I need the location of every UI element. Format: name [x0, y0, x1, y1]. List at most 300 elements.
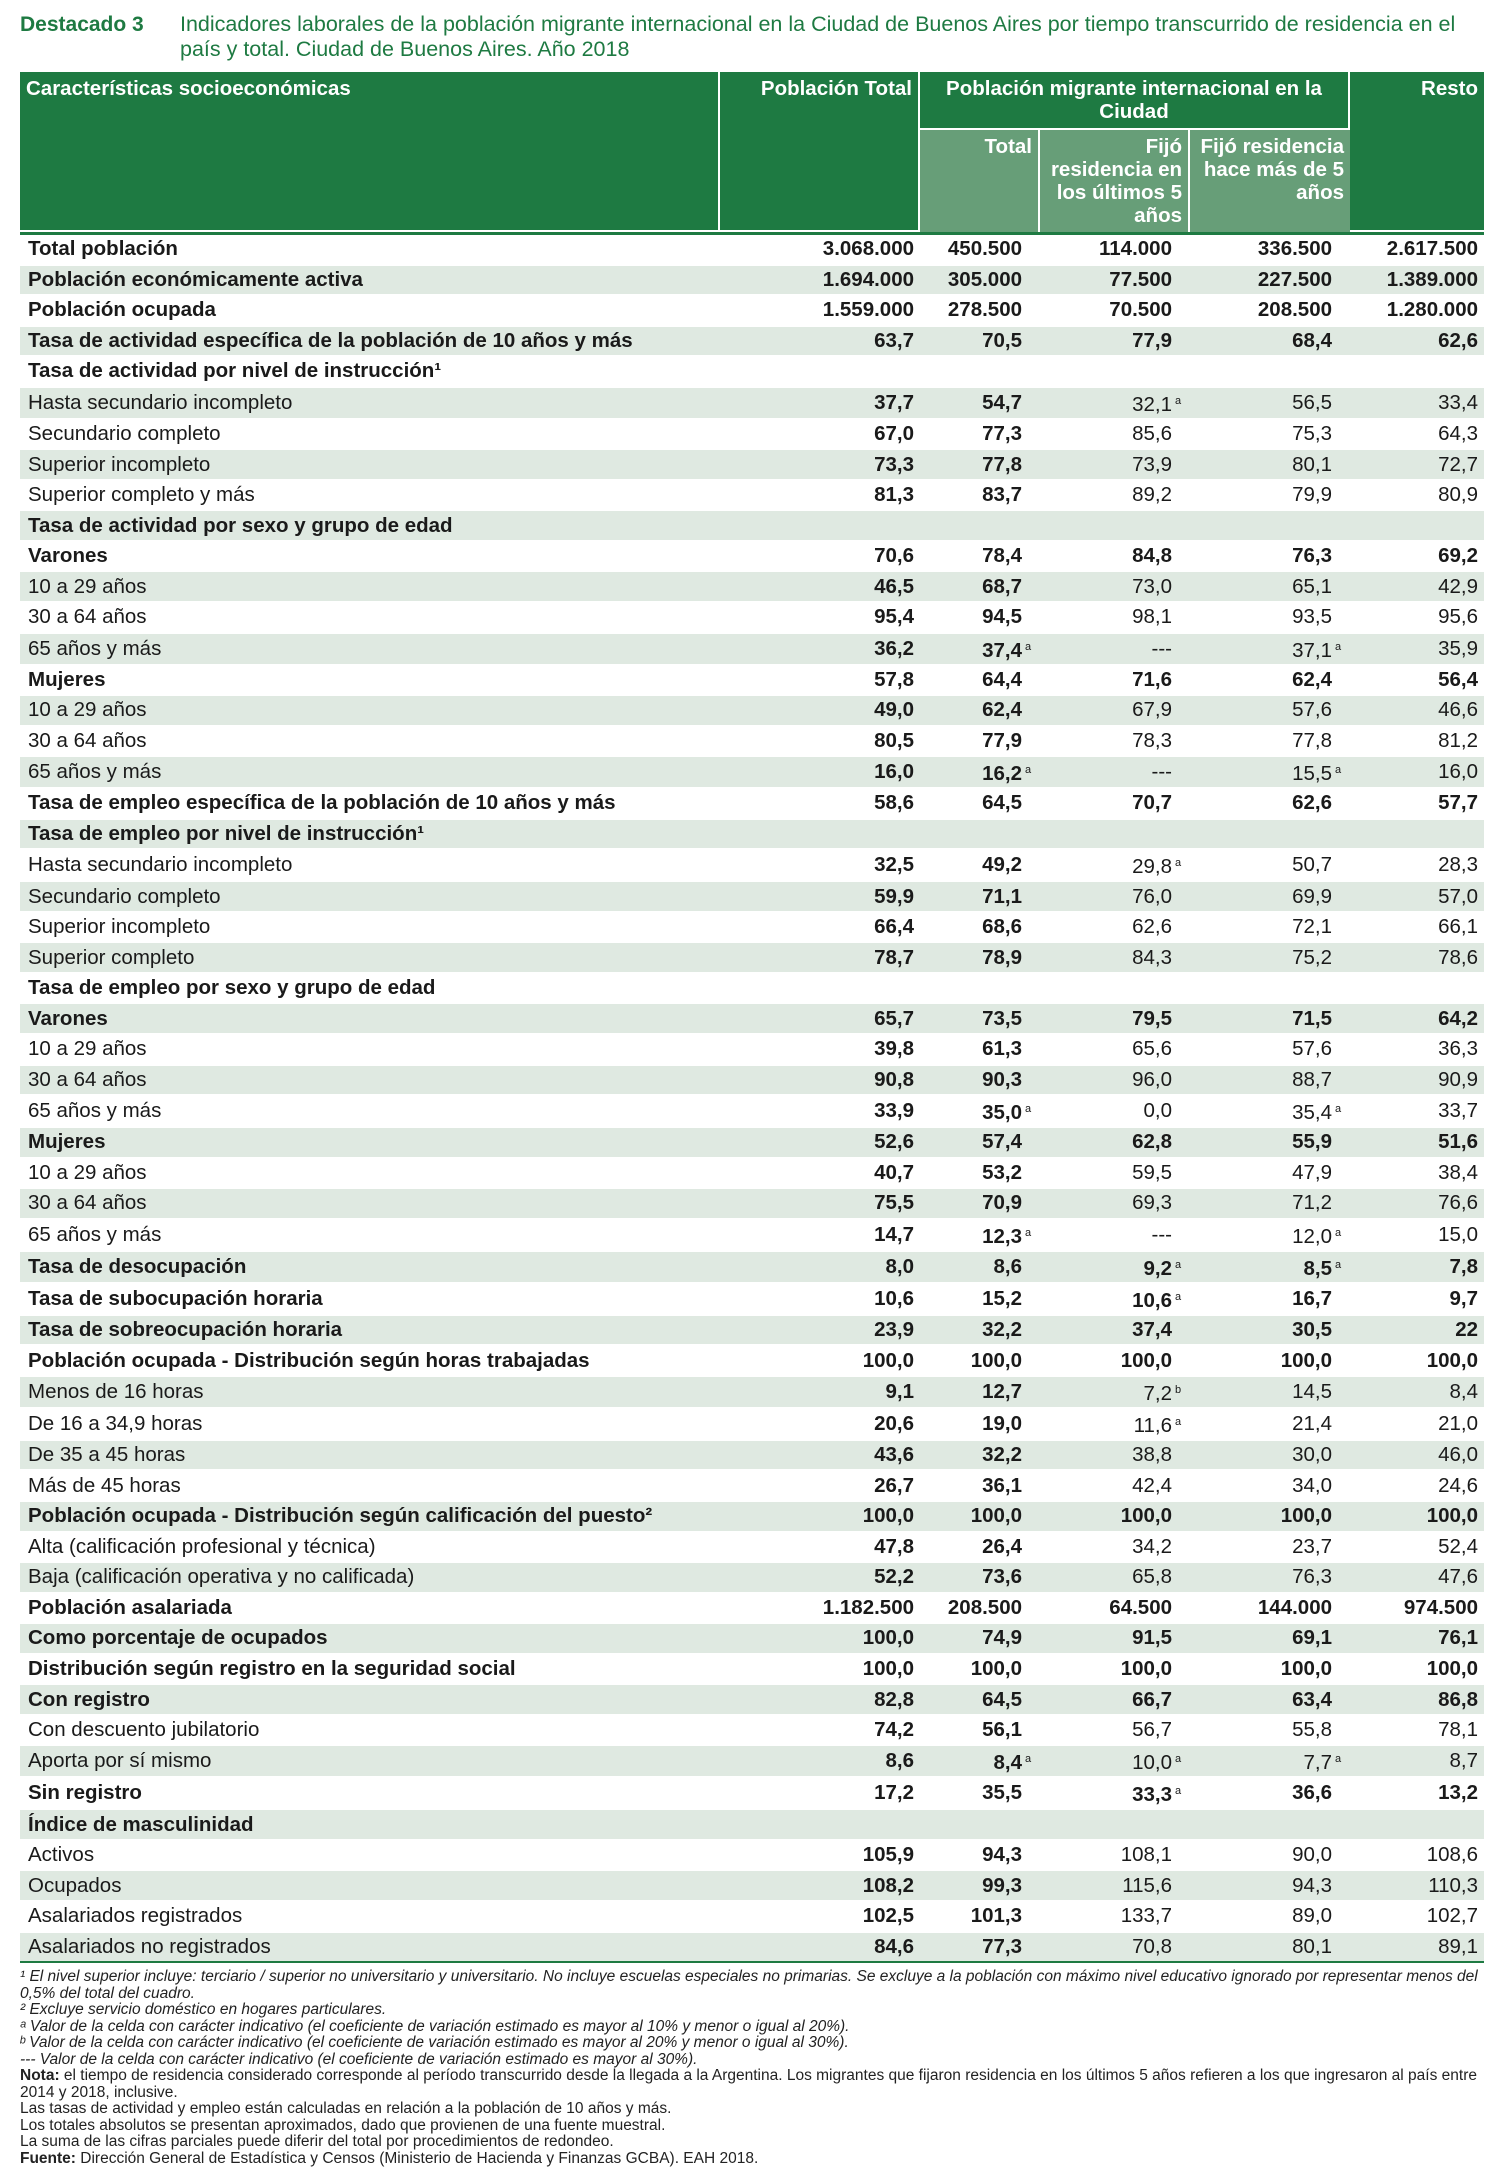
row-value-col1: [720, 1841, 920, 1872]
row-value-col1: [720, 542, 920, 573]
cell-value: 70,5: [982, 328, 1022, 352]
table-row: [20, 481, 1484, 512]
row-value-col2: [920, 1189, 1040, 1220]
row-label: 65 años y más: [20, 1096, 720, 1128]
cell-value: 70,8: [1132, 1934, 1172, 1958]
cell-value: 61,3: [982, 1037, 1022, 1061]
row-value-col4: [1190, 850, 1350, 882]
row-value-col2: [920, 1035, 1040, 1066]
cell-value: 89,0: [1292, 1904, 1332, 1928]
row-label: 10 a 29 años: [20, 1035, 720, 1066]
row-value-col3: [1040, 1502, 1190, 1533]
row-value-col4: [1190, 511, 1350, 542]
row-label: Índice de masculinidad: [20, 1810, 720, 1841]
row-value-col2: [920, 1778, 1040, 1810]
cell-value: 76,3: [1292, 544, 1332, 568]
table-title: Indicadores laborales de la población migrante internacional en la Ciudad de Buenos Aires por tiempo transcurrido de residencia en el país y total. Ciudad de Buenos Aires. Año 2018: [180, 12, 1456, 61]
cell-value: 37,7: [874, 390, 914, 414]
cell-value: 21,4: [1292, 1411, 1332, 1435]
row-value-col3: [1040, 232, 1190, 266]
row-value-col2: [920, 1441, 1040, 1472]
cell-value: 74,2: [874, 1718, 914, 1742]
cell-value: 20,6: [874, 1411, 914, 1435]
cell-value: 98,1: [1132, 605, 1172, 629]
row-value-col4: [1190, 1778, 1350, 1810]
table-row: [20, 542, 1484, 573]
row-value-col5: [1350, 1128, 1484, 1159]
cell-value: 72,1: [1292, 915, 1332, 939]
cell-value: 67,9: [1132, 698, 1172, 722]
row-value-col5: [1350, 1655, 1484, 1686]
row-value-col3: [1040, 666, 1190, 697]
table-row: [20, 266, 1484, 297]
row-value-col1: [720, 757, 920, 789]
cell-value: 12,0: [1292, 1224, 1332, 1248]
cell-value: 95,4: [874, 605, 914, 629]
cell-value: 47,8: [874, 1534, 914, 1558]
row-value-col5: [1350, 820, 1484, 851]
row-value-col1: [720, 1128, 920, 1159]
row-value-col4: [1190, 1346, 1350, 1377]
row-value-col2: [920, 357, 1040, 388]
cell-value: 23,9: [874, 1318, 914, 1342]
row-value-col4: [1190, 1871, 1350, 1902]
note-text: el tiempo de residencia considerado corresponde al período transcurrido desde la llegada a la Argentina. Los migrantes que fijaron residencia en los últimos 5 años refieren a los que ingresaron al país entre 2014 y 2018, inclusive.: [20, 2067, 1477, 2101]
row-value-col2: [920, 542, 1040, 573]
row-value-col2: [920, 1810, 1040, 1841]
cell-value: 86,8: [1438, 1687, 1478, 1711]
cell-value: 450.500: [947, 237, 1022, 261]
row-value-col1: [720, 820, 920, 851]
row-value-col5: [1350, 420, 1484, 451]
row-value-col1: [720, 1533, 920, 1564]
cell-value: 73,5: [982, 1006, 1022, 1030]
row-value-col5: [1350, 1624, 1484, 1655]
row-value-col4: [1190, 1655, 1350, 1686]
cell-value: 70,7: [1132, 791, 1172, 815]
row-value-col2: [920, 388, 1040, 420]
table-row: [20, 696, 1484, 727]
row-value-col2: [920, 1902, 1040, 1933]
row-value-col3: [1040, 1685, 1190, 1716]
table-row: [20, 974, 1484, 1005]
table-row: [20, 1594, 1484, 1625]
row-value-col3: [1040, 1746, 1190, 1778]
row-label: Secundario completo: [20, 882, 720, 913]
cell-value: 55,9: [1292, 1130, 1332, 1154]
cell-value: 52,6: [874, 1130, 914, 1154]
row-value-col4: [1190, 943, 1350, 974]
cell-value: 62,6: [1292, 791, 1332, 815]
cell-value: 38,4: [1438, 1160, 1478, 1184]
row-value-col2: [920, 943, 1040, 974]
row-value-col2: [920, 1159, 1040, 1190]
row-value-col4: [1190, 450, 1350, 481]
cell-value: 76,0: [1132, 884, 1172, 908]
row-value-col1: [720, 327, 920, 358]
row-value-col2: [920, 696, 1040, 727]
cell-value: 3.068.000: [822, 237, 914, 261]
row-value-col4: [1190, 357, 1350, 388]
cell-value: 66,7: [1132, 1687, 1172, 1711]
cell-value: 56,7: [1132, 1718, 1172, 1742]
row-value-col3: [1040, 420, 1190, 451]
row-value-col2: [920, 1502, 1040, 1533]
note-suma: La suma de las cifras parciales puede diferir del total por procedimientos de redondeo.: [20, 2133, 614, 2151]
cell-value: 34,0: [1292, 1473, 1332, 1497]
cell-value: 36,1: [982, 1473, 1022, 1497]
table-row: [20, 1004, 1484, 1035]
cell-value: 9,1: [885, 1379, 914, 1403]
cell-value: 110,3: [1428, 1873, 1478, 1897]
cell-value: 15,0: [1438, 1222, 1478, 1246]
row-label: Varones: [20, 1004, 720, 1035]
cell-value: 65,8: [1132, 1565, 1172, 1589]
row-label: Tasa de empleo por nivel de instrucción¹: [20, 820, 720, 851]
cell-value: 73,0: [1132, 574, 1172, 598]
row-value-col5: [1350, 1871, 1484, 1902]
cell-superscript: a: [1175, 1785, 1182, 1798]
row-value-col4: [1190, 1471, 1350, 1502]
row-value-col5: [1350, 1284, 1484, 1316]
cell-value: 64,5: [982, 1687, 1022, 1711]
row-value-col3: [1040, 1346, 1190, 1377]
cell-superscript: a: [1335, 1226, 1342, 1239]
cell-value: 71,1: [982, 884, 1022, 908]
cell-value: 75,3: [1292, 422, 1332, 445]
row-value-col3: [1040, 727, 1190, 758]
row-value-col4: [1190, 1502, 1350, 1533]
cell-value: 24,6: [1438, 1473, 1478, 1497]
table-row: [20, 1284, 1484, 1316]
title-bar: [20, 12, 1484, 62]
cell-value: ---: [1151, 760, 1172, 784]
row-value-col1: [720, 232, 920, 266]
row-value-col2: [920, 789, 1040, 820]
cell-value: 80,1: [1292, 452, 1332, 476]
header-resto: Resto: [1350, 72, 1484, 232]
cell-value: 73,9: [1132, 452, 1172, 476]
row-value-col3: [1040, 913, 1190, 944]
row-value-col3: [1040, 789, 1190, 820]
row-value-col1: [720, 266, 920, 297]
row-label: Superior completo: [20, 943, 720, 974]
cell-value: 64,4: [982, 667, 1022, 691]
row-value-col5: [1350, 1563, 1484, 1594]
cell-value: 8,0: [885, 1254, 914, 1278]
row-value-col5: [1350, 974, 1484, 1005]
footnotes: [20, 1969, 1484, 2167]
row-value-col1: [720, 634, 920, 666]
row-value-col3: [1040, 1594, 1190, 1625]
row-value-col4: [1190, 1159, 1350, 1190]
row-label: Secundario completo: [20, 420, 720, 451]
cell-value: 8,6: [993, 1254, 1022, 1278]
table-row: [20, 1716, 1484, 1747]
row-value-col1: [720, 1624, 920, 1655]
cell-value: 108,2: [862, 1873, 914, 1897]
row-value-col1: [720, 1933, 920, 1964]
row-value-col2: [920, 420, 1040, 451]
cell-value: 102,5: [862, 1904, 914, 1928]
cell-value: 91,5: [1132, 1626, 1172, 1650]
row-value-col5: [1350, 727, 1484, 758]
cell-superscript: b: [1175, 1383, 1182, 1396]
row-value-col4: [1190, 1035, 1350, 1066]
cell-value: 84,8: [1132, 544, 1172, 568]
cell-value: 90,8: [874, 1067, 914, 1091]
subheader-total: Total: [920, 130, 1040, 232]
note-tasas: Las tasas de actividad y empleo están calculadas en relación a la población de 10 años y más.: [20, 2100, 672, 2118]
row-value-col5: [1350, 1933, 1484, 1964]
table-row: [20, 296, 1484, 327]
cell-value: 84,6: [874, 1934, 914, 1958]
cell-value: 37,4: [982, 638, 1022, 662]
cell-value: 100,0: [862, 1348, 914, 1372]
row-value-col3: [1040, 974, 1190, 1005]
cell-value: 46,0: [1438, 1443, 1478, 1467]
row-value-col1: [720, 1409, 920, 1441]
cell-value: 30,5: [1292, 1318, 1332, 1342]
row-label: Tasa de actividad por nivel de instrucción¹: [20, 357, 720, 388]
row-value-col1: [720, 1871, 920, 1902]
cell-value: 2.617.500: [1386, 237, 1478, 261]
cell-value: 16,0: [874, 760, 914, 784]
cell-value: 32,2: [982, 1443, 1022, 1467]
cell-value: 1.559.000: [822, 298, 914, 322]
cell-value: 108,6: [1426, 1843, 1478, 1867]
cell-value: 57,0: [1438, 884, 1478, 908]
cell-value: 62,8: [1132, 1130, 1172, 1154]
row-value-col4: [1190, 1533, 1350, 1564]
row-label: 30 a 64 años: [20, 1189, 720, 1220]
footnote-2: ² Excluye servicio doméstico en hogares particulares.: [20, 2001, 387, 2019]
row-value-col1: [720, 357, 920, 388]
cell-value: 76,3: [1292, 1565, 1332, 1589]
row-value-col5: [1350, 1685, 1484, 1716]
cell-value: 100,0: [1426, 1504, 1478, 1528]
row-value-col5: [1350, 1716, 1484, 1747]
cell-superscript: a: [1175, 394, 1182, 407]
row-label: 10 a 29 años: [20, 1159, 720, 1190]
cell-value: 17,2: [874, 1781, 914, 1805]
cell-value: 51,6: [1438, 1130, 1478, 1154]
cell-superscript: a: [1025, 640, 1032, 653]
row-label: 65 años y más: [20, 634, 720, 666]
cell-value: 100,0: [1120, 1504, 1172, 1528]
table-row: [20, 1502, 1484, 1533]
row-value-col4: [1190, 1220, 1350, 1252]
row-label: Hasta secundario incompleto: [20, 388, 720, 420]
row-value-col1: [720, 450, 920, 481]
row-value-col1: [720, 666, 920, 697]
row-label: Con descuento jubilatorio: [20, 1716, 720, 1747]
table-row: [20, 1746, 1484, 1778]
row-value-col5: [1350, 266, 1484, 297]
cell-value: 1.694.000: [822, 267, 914, 291]
cell-value: 63,4: [1292, 1687, 1332, 1711]
cell-value: 78,7: [874, 945, 914, 969]
row-value-col2: [920, 511, 1040, 542]
row-value-col3: [1040, 1035, 1190, 1066]
row-label: 65 años y más: [20, 757, 720, 789]
row-label: 30 a 64 años: [20, 603, 720, 634]
row-value-col4: [1190, 789, 1350, 820]
cell-value: 57,6: [1292, 1037, 1332, 1061]
footnote-1: ¹ El nivel superior incluye: terciario / superior no universitario y universitario. No incluye escuelas especiales no primarias. Se excluye a la población con máximo nivel educativo ignorado por representar menos del 0,5% del total del cuadro.: [20, 1968, 1478, 2002]
row-value-col3: [1040, 820, 1190, 851]
table-row: [20, 603, 1484, 634]
cell-superscript: a: [1175, 1258, 1182, 1271]
header-poblacion-total: Población Total: [720, 72, 920, 232]
cell-value: 100,0: [1120, 1656, 1172, 1680]
row-label: 65 años y más: [20, 1220, 720, 1252]
row-value-col4: [1190, 820, 1350, 851]
cell-value: 38,8: [1132, 1443, 1172, 1467]
table-row: [20, 572, 1484, 603]
cell-value: 83,7: [982, 483, 1022, 507]
row-value-col4: [1190, 913, 1350, 944]
cell-value: 79,5: [1132, 1006, 1172, 1030]
cell-value: 42,9: [1438, 574, 1478, 598]
row-label: 30 a 64 años: [20, 727, 720, 758]
row-value-col4: [1190, 882, 1350, 913]
row-value-col2: [920, 296, 1040, 327]
cell-value: 21,0: [1438, 1411, 1478, 1435]
cell-value: 78,9: [982, 945, 1022, 969]
cell-value: 81,3: [874, 483, 914, 507]
row-value-col5: [1350, 696, 1484, 727]
cell-value: 108,1: [1120, 1843, 1172, 1867]
cell-value: 26,7: [874, 1473, 914, 1497]
table-row: [20, 1189, 1484, 1220]
row-label: Sin registro: [20, 1778, 720, 1810]
row-value-col3: [1040, 1624, 1190, 1655]
table-row: [20, 388, 1484, 420]
row-value-col3: [1040, 357, 1190, 388]
cell-value: 57,8: [874, 667, 914, 691]
row-label: Con registro: [20, 1685, 720, 1716]
cell-value: 46,6: [1438, 698, 1478, 722]
cell-value: 85,6: [1132, 422, 1172, 445]
cell-value: 100,0: [1280, 1656, 1332, 1680]
row-value-col5: [1350, 1220, 1484, 1252]
cell-value: 8,5: [1303, 1256, 1332, 1280]
row-value-col4: [1190, 1284, 1350, 1316]
cell-value: 71,6: [1132, 667, 1172, 691]
cell-value: 105,9: [862, 1843, 914, 1867]
table-row: [20, 1778, 1484, 1810]
cell-value: 12,7: [982, 1379, 1022, 1403]
cell-value: 94,3: [982, 1843, 1022, 1867]
cell-value: 14,5: [1292, 1379, 1332, 1403]
table-row: [20, 1159, 1484, 1190]
cell-value: 82,8: [874, 1687, 914, 1711]
cell-value: 90,0: [1292, 1843, 1332, 1867]
row-value-col3: [1040, 882, 1190, 913]
row-value-col3: [1040, 1871, 1190, 1902]
row-value-col1: [720, 388, 920, 420]
row-value-col1: [720, 1441, 920, 1472]
row-value-col2: [920, 850, 1040, 882]
cell-value: 47,9: [1292, 1160, 1332, 1184]
row-value-col3: [1040, 1189, 1190, 1220]
cell-value: 74,9: [982, 1626, 1022, 1650]
cell-value: 33,3: [1132, 1783, 1172, 1807]
row-label: Ocupados: [20, 1871, 720, 1902]
row-value-col1: [720, 1316, 920, 1347]
row-value-col4: [1190, 757, 1350, 789]
cell-value: 57,7: [1438, 791, 1478, 815]
table-row: [20, 666, 1484, 697]
row-value-col2: [920, 1346, 1040, 1377]
cell-value: 43,6: [874, 1443, 914, 1467]
row-value-col4: [1190, 1746, 1350, 1778]
row-value-col3: [1040, 603, 1190, 634]
row-value-col5: [1350, 1746, 1484, 1778]
cell-value: 90,9: [1438, 1067, 1478, 1091]
row-value-col4: [1190, 666, 1350, 697]
subheader-ultimos-5-anos: Fijó residencia en los últimos 5 años: [1040, 130, 1190, 232]
row-label: 10 a 29 años: [20, 696, 720, 727]
row-value-col1: [720, 882, 920, 913]
cell-value: 7,2: [1143, 1381, 1172, 1405]
table-row: [20, 820, 1484, 851]
row-value-col2: [920, 266, 1040, 297]
row-label: 30 a 64 años: [20, 1066, 720, 1097]
row-value-col2: [920, 1624, 1040, 1655]
cell-value: 10,6: [874, 1286, 914, 1310]
row-value-col5: [1350, 1810, 1484, 1841]
cell-value: 68,7: [982, 574, 1022, 598]
row-value-col3: [1040, 1471, 1190, 1502]
cell-value: 77,9: [1132, 328, 1172, 352]
row-value-col3: [1040, 327, 1190, 358]
row-value-col4: [1190, 1316, 1350, 1347]
footnote-a: ᵃ Valor de la celda con carácter indicativo (el coeficiente de variación estimado es mayor al 10% y menor o igual al 20%).: [20, 2017, 850, 2035]
table-row: [20, 1533, 1484, 1564]
row-value-col1: [720, 1220, 920, 1252]
cell-value: 30,0: [1292, 1443, 1332, 1467]
row-value-col2: [920, 666, 1040, 697]
row-label: Total población: [20, 232, 720, 266]
cell-value: 67,0: [874, 422, 914, 445]
cell-value: 208.500: [947, 1595, 1022, 1619]
cell-value: 64,2: [1438, 1006, 1478, 1030]
row-value-col1: [720, 943, 920, 974]
row-value-col4: [1190, 1377, 1350, 1409]
row-value-col1: [720, 603, 920, 634]
cell-value: 100,0: [970, 1348, 1022, 1372]
row-value-col1: [720, 1252, 920, 1284]
row-value-col3: [1040, 943, 1190, 974]
cell-value: 32,1: [1132, 392, 1172, 416]
row-value-col5: [1350, 1004, 1484, 1035]
row-value-col3: [1040, 1128, 1190, 1159]
row-value-col4: [1190, 1409, 1350, 1441]
cell-value: 56,5: [1292, 390, 1332, 414]
cell-value: 11,6: [1133, 1413, 1172, 1437]
row-value-col5: [1350, 1096, 1484, 1128]
row-value-col1: [720, 1066, 920, 1097]
row-value-col4: [1190, 727, 1350, 758]
cell-value: 7,7: [1303, 1751, 1332, 1775]
row-value-col2: [920, 603, 1040, 634]
cell-value: 42,4: [1132, 1473, 1172, 1497]
cell-value: 80,1: [1292, 1934, 1332, 1958]
row-label: Asalariados registrados: [20, 1902, 720, 1933]
row-value-col3: [1040, 1377, 1190, 1409]
